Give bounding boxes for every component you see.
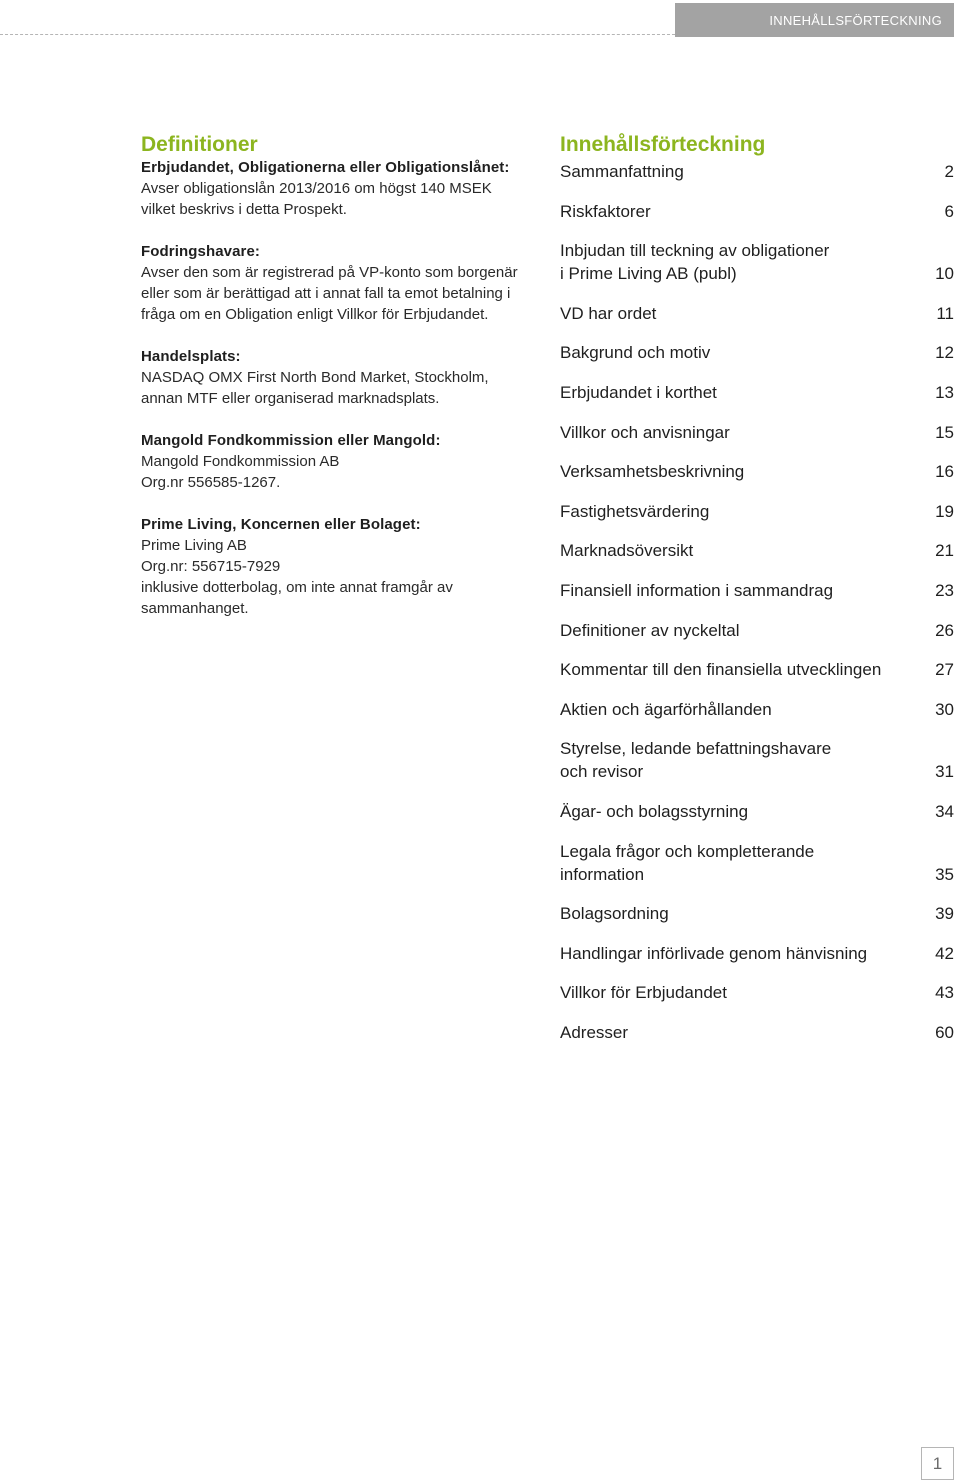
toc-entry[interactable] <box>560 381 954 404</box>
toc-entry[interactable] <box>560 302 954 325</box>
toc-entry-label: Inbjudan till teckning av obligationer i Prime Living AB (publ) <box>560 241 830 284</box>
definition-description: Avser obligationslån 2013/2016 om högst 140 MSEK vilket beskrivs i detta Prospekt. <box>141 180 492 218</box>
definition-description: Prime Living AB Org.nr: 556715-7929 inklusive dotterbolag, om inte annat framgår av sammanhanget. <box>141 537 453 617</box>
toc-entry[interactable] <box>560 981 954 1004</box>
toc-entry-page: 43 <box>935 983 954 1003</box>
toc-entry-label: Erbjudandet i korthet <box>560 382 717 402</box>
toc-entry-label: Adresser <box>560 1022 629 1042</box>
toc-entry-page: 11 <box>936 303 954 323</box>
definition-term: Handelsplats: <box>141 348 241 365</box>
toc-entry-page: 15 <box>935 422 954 442</box>
toc-entry-page: 23 <box>935 580 954 600</box>
toc-entry-label: Marknadsöversikt <box>560 541 694 561</box>
toc-entry-label: Villkor och anvisningar <box>560 422 730 442</box>
toc-entry[interactable] <box>560 421 954 444</box>
toc-entry-page: 16 <box>935 462 954 482</box>
toc-list <box>560 160 954 1044</box>
toc-entry-label: Handlingar införlivade genom hänvisning <box>560 943 868 963</box>
toc-entry-page: 35 <box>935 864 954 884</box>
toc-entry-label: Fastighetsvärdering <box>560 501 710 521</box>
toc-entry[interactable] <box>560 902 954 925</box>
toc-entry[interactable] <box>560 239 954 285</box>
toc-entry-label: Bakgrund och motiv <box>560 343 711 363</box>
definitions-section <box>141 132 541 640</box>
definition-item <box>141 430 541 493</box>
definition-description: Mangold Fondkommission AB Org.nr 556585-1267. <box>141 453 340 491</box>
toc-entry-page: 42 <box>935 943 954 963</box>
toc-entry[interactable] <box>560 1021 954 1044</box>
toc-entry-label: Verksamhetsbeskrivning <box>560 462 745 482</box>
definition-term: Mangold Fondkommission eller Mangold: <box>141 432 441 449</box>
toc-entry[interactable] <box>560 619 954 642</box>
toc-entry-label: Villkor för Erbjudandet <box>560 983 727 1003</box>
toc-entry-label: Legala frågor och kompletterande information <box>560 841 815 884</box>
toc-entry[interactable] <box>560 942 954 965</box>
toc-entry[interactable] <box>560 800 954 823</box>
definition-item <box>141 157 541 220</box>
toc-entry[interactable] <box>560 840 954 886</box>
toc-entry-page: 21 <box>935 541 954 561</box>
definition-item <box>141 514 541 619</box>
toc-entry[interactable] <box>560 539 954 562</box>
toc-entry-label: Finansiell information i sammandrag <box>560 580 834 600</box>
toc-entry[interactable] <box>560 579 954 602</box>
toc-entry-label: Definitioner av nyckeltal <box>560 620 740 640</box>
definition-term: Fodringshavare: <box>141 243 261 260</box>
toc-entry[interactable] <box>560 658 954 681</box>
definitions-list <box>141 157 541 619</box>
toc-entry-page: 19 <box>935 501 954 521</box>
page-number-value: 1 <box>932 1453 943 1473</box>
toc-entry-page: 60 <box>935 1022 954 1042</box>
toc-entry-label: Kommentar till den finansiella utvecklingen <box>560 660 882 680</box>
toc-entry-page: 6 <box>944 201 954 221</box>
toc-section <box>560 132 954 1060</box>
toc-entry-label: Styrelse, ledande befattningshavare och revisor <box>560 739 832 782</box>
toc-entry-label: Sammanfattning <box>560 162 684 181</box>
toc-entry-page: 2 <box>944 162 954 181</box>
toc-entry[interactable] <box>560 500 954 523</box>
definition-item <box>141 346 541 409</box>
toc-entry-label: VD har ordet <box>560 303 657 323</box>
definition-term: Prime Living, Koncernen eller Bolaget: <box>141 516 421 533</box>
section-header-tab <box>675 3 954 37</box>
definition-description: Avser den som är registrerad på VP-konto som borgenär eller som är berättigad att i annat fall ta emot betalning i fråga om en Obligation enligt Villkor för Erbjudandet. <box>141 264 518 323</box>
toc-entry[interactable] <box>560 460 954 483</box>
toc-entry[interactable] <box>560 737 954 783</box>
toc-title: Innehållsförteckning <box>560 133 766 156</box>
definition-term: Erbjudandet, Obligationerna eller Obligationslånet: <box>141 159 510 176</box>
toc-entry-page: 13 <box>935 382 954 402</box>
toc-entry-page: 39 <box>935 904 954 924</box>
toc-entry-page: 30 <box>935 699 954 719</box>
toc-entry[interactable] <box>560 698 954 721</box>
toc-entry-page: 10 <box>935 264 954 284</box>
page-number <box>921 1447 954 1480</box>
toc-entry-label: Aktien och ägarförhållanden <box>560 699 772 719</box>
toc-entry-page: 26 <box>935 620 954 640</box>
toc-entry-page: 31 <box>935 762 954 782</box>
definition-description: NASDAQ OMX First North Bond Market, Stockholm, annan MTF eller organiserad marknadsplats. <box>141 369 489 407</box>
toc-entry-page: 34 <box>935 801 954 821</box>
toc-entry[interactable] <box>560 341 954 364</box>
definition-item <box>141 241 541 325</box>
definitions-title: Definitioner <box>141 133 258 156</box>
toc-entry-label: Bolagsordning <box>560 904 669 924</box>
header-divider <box>0 34 675 35</box>
toc-entry[interactable] <box>560 200 954 223</box>
toc-entry-label: Ägar- och bolagsstyrning <box>560 801 749 821</box>
section-header-label: INNEHÅLLSFÖRTECKNING <box>769 12 942 28</box>
toc-entry[interactable] <box>560 160 954 183</box>
toc-entry-page: 12 <box>935 343 954 363</box>
toc-entry-page: 27 <box>935 660 954 680</box>
toc-entry-label: Riskfaktorer <box>560 201 651 221</box>
